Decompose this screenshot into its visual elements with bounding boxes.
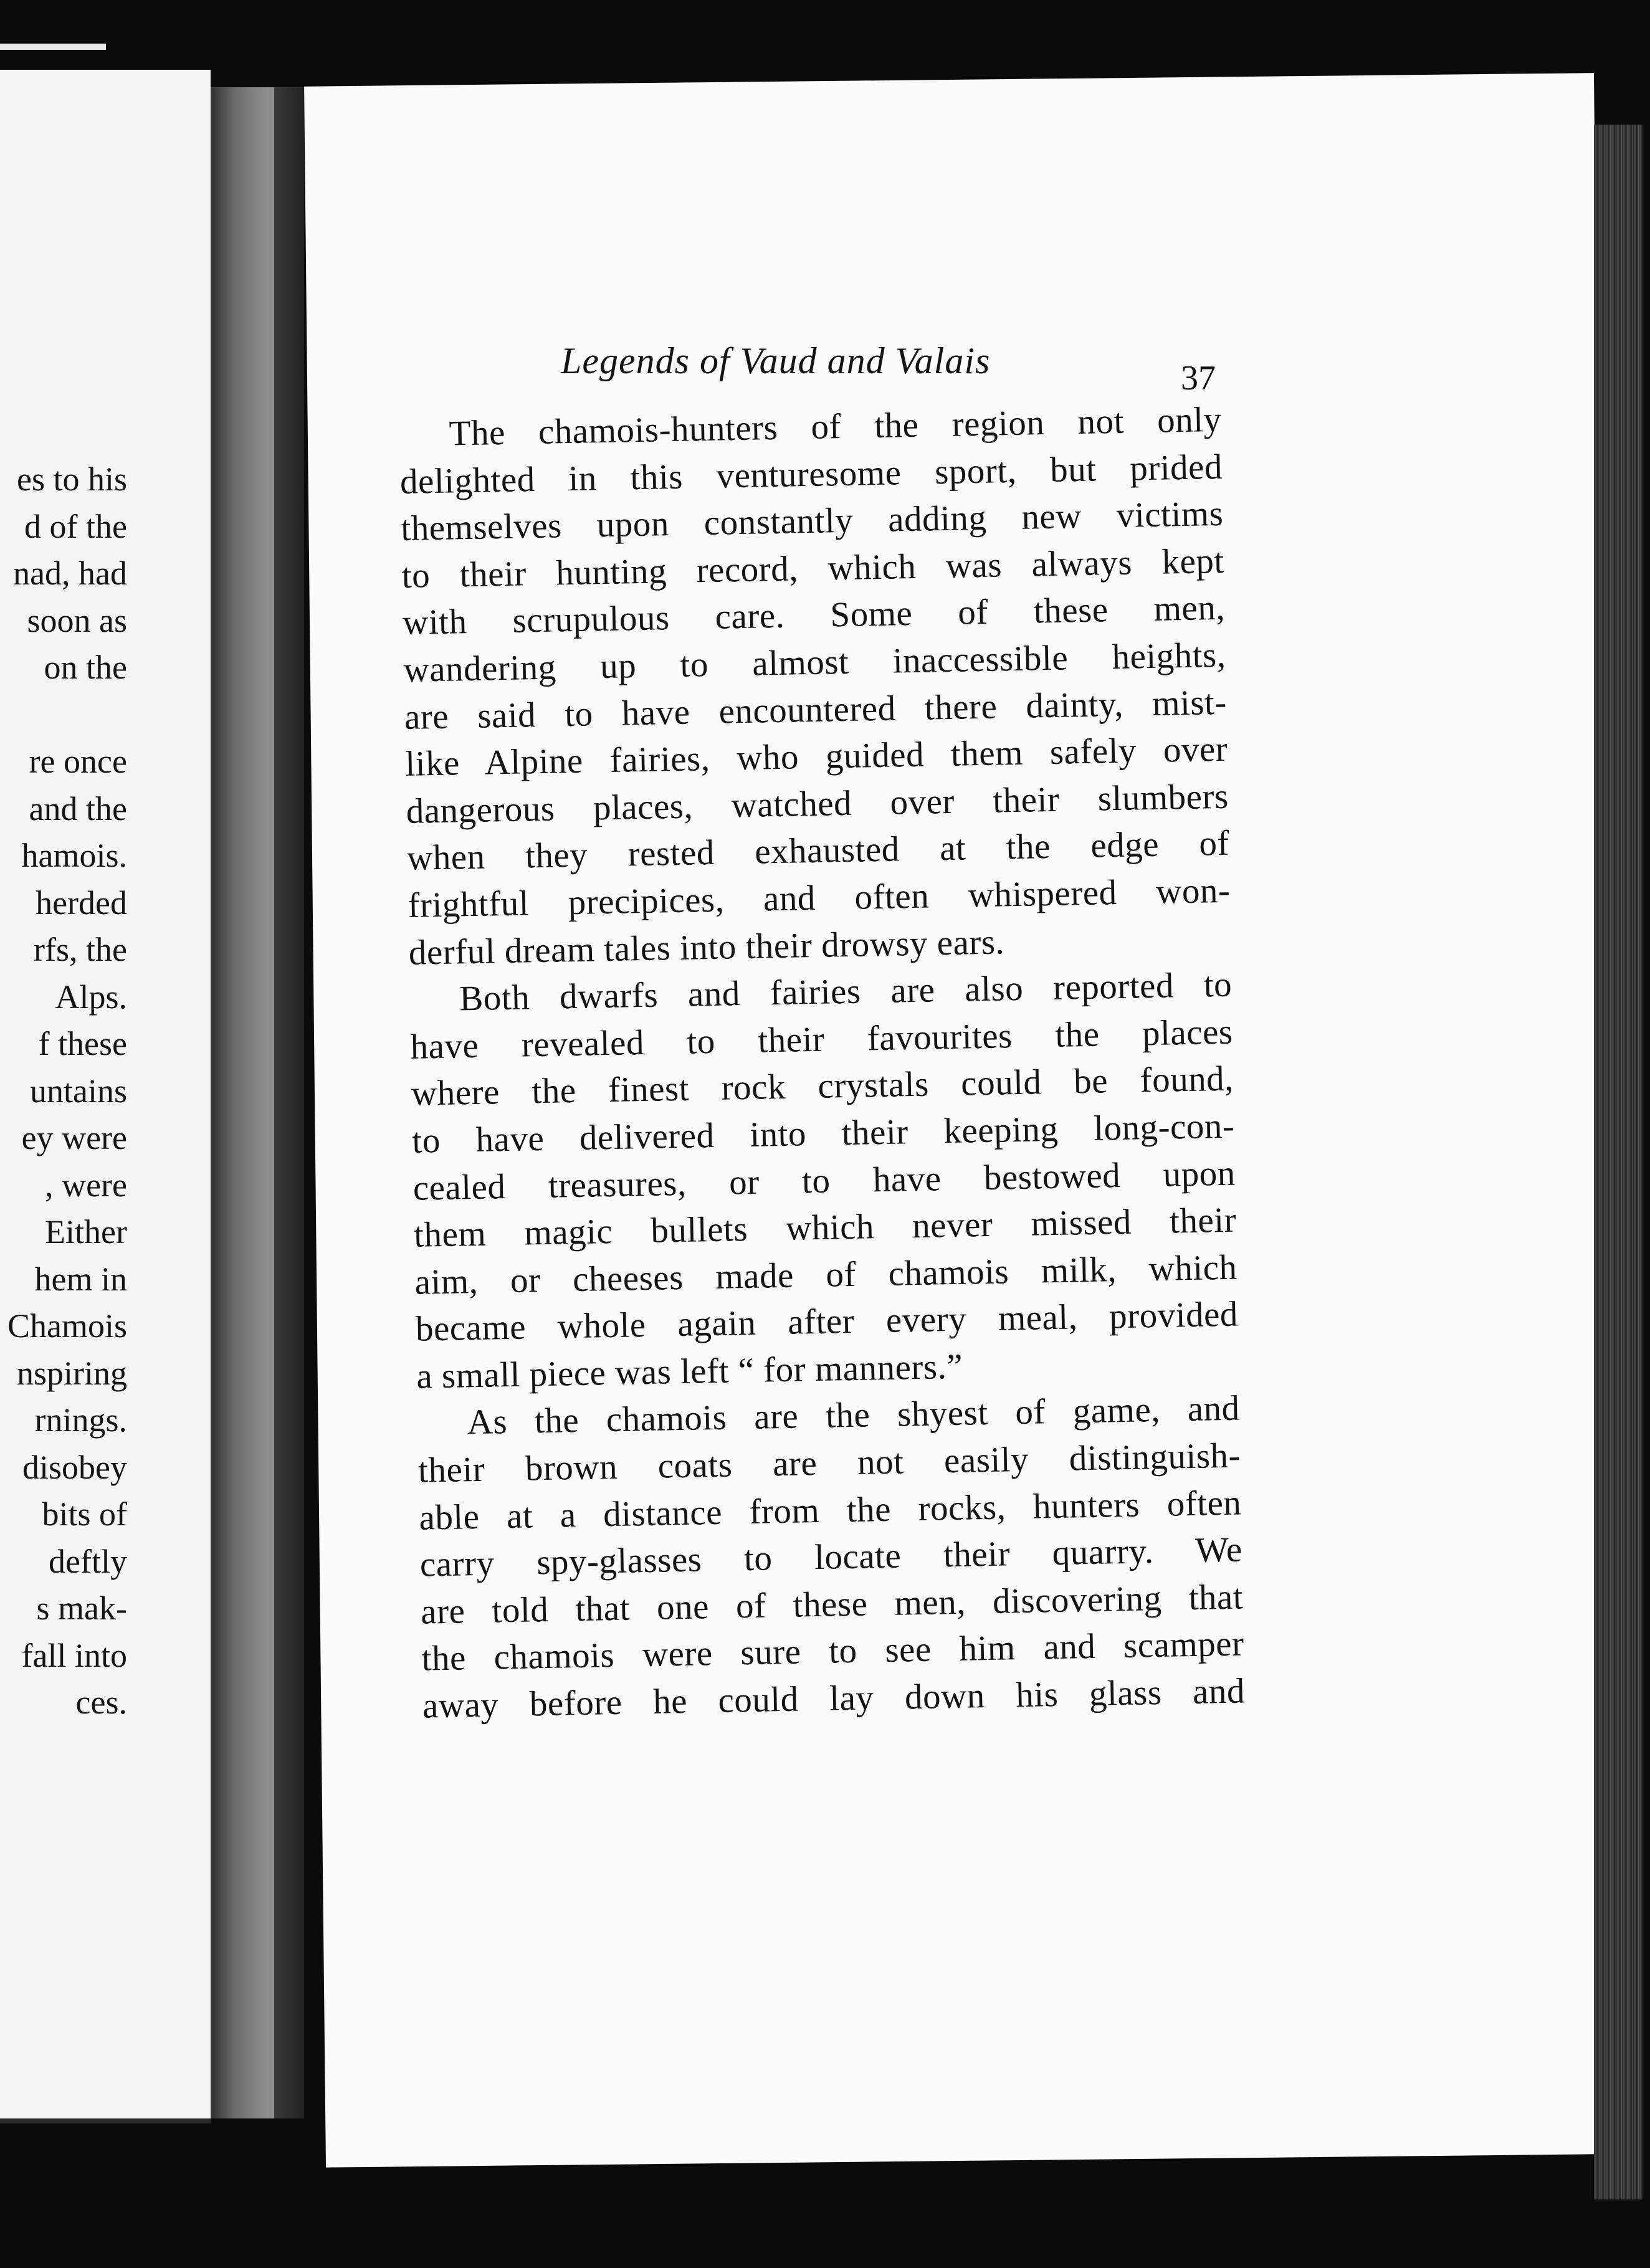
left-line: rfs, the bbox=[34, 931, 127, 968]
left-line: rnings. bbox=[34, 1401, 127, 1439]
left-line: Either bbox=[45, 1213, 127, 1251]
text-line: to have delivered into their keeping long-con- bbox=[411, 1106, 1235, 1161]
left-line: disobey bbox=[22, 1448, 127, 1486]
left-line: f these bbox=[38, 1025, 127, 1062]
text-line: them magic bullets which never missed their bbox=[413, 1200, 1237, 1255]
running-title: Legends of Vaud and Valais bbox=[561, 340, 991, 381]
text-line: Both dwarfs and fairies are also reported to bbox=[459, 965, 1233, 1019]
left-line: deftly bbox=[49, 1542, 127, 1580]
text-line: when they rested exhausted at the edge of bbox=[406, 824, 1230, 879]
body-text bbox=[399, 396, 1246, 1730]
text-line: where the finest rock crystals could be found, bbox=[411, 1059, 1234, 1114]
left-facing-page bbox=[0, 70, 211, 2123]
text-line: themselves upon constantly adding new victims bbox=[400, 493, 1224, 549]
text-line: the chamois were sure to see him and scamper bbox=[421, 1624, 1245, 1679]
text-line: cealed treasures, or to have bestowed upon bbox=[412, 1153, 1236, 1208]
text-line: frightful precipices, and often whispered won- bbox=[407, 870, 1231, 925]
text-line: with scrupulous care. Some of these men, bbox=[402, 588, 1226, 643]
text-line: delighted in this venturesome sport, but prided bbox=[399, 447, 1223, 502]
text-line: derful dream tales into their drowsy ears. bbox=[408, 922, 1005, 973]
left-line bbox=[7, 692, 127, 739]
left-line: nad, had bbox=[13, 555, 127, 592]
text-line: wandering up to almost inaccessible heights, bbox=[403, 635, 1226, 690]
text-line: aim, or cheeses made of chamois milk, which bbox=[414, 1247, 1238, 1302]
left-line: ey were bbox=[21, 1119, 127, 1156]
text-line: their brown coats are not easily distinguish- bbox=[417, 1436, 1241, 1490]
text-line: have revealed to their favourites the places bbox=[410, 1012, 1234, 1067]
text-line: a small piece was left “ for manners.” bbox=[416, 1346, 963, 1396]
left-line: ces. bbox=[75, 1684, 127, 1721]
left-line: fall into bbox=[21, 1636, 127, 1674]
left-line: bits of bbox=[42, 1495, 127, 1533]
left-page-text bbox=[7, 456, 127, 1727]
left-page-top-edge bbox=[0, 44, 106, 50]
text-line: to their hunting record, which was always kept bbox=[401, 541, 1225, 596]
left-line: nspiring bbox=[16, 1354, 127, 1392]
text-line: carry spy-glasses to locate their quarry. We bbox=[419, 1530, 1243, 1584]
left-line: re once bbox=[29, 743, 127, 780]
text-line: away before he could lay down his glass and bbox=[422, 1671, 1246, 1726]
left-line: Chamois bbox=[7, 1307, 127, 1345]
left-line: Alps. bbox=[55, 978, 127, 1016]
page-number: 37 bbox=[1181, 359, 1216, 398]
left-line: and the bbox=[29, 789, 127, 827]
text-line: able at a distance from the rocks, hunters often bbox=[418, 1483, 1242, 1538]
left-line: d of the bbox=[24, 507, 127, 545]
text-line: are said to have encountered there dainty, mist- bbox=[404, 682, 1228, 737]
text-line: The chamois-hunters of the region not only bbox=[449, 399, 1223, 454]
left-line: hem in bbox=[34, 1260, 127, 1298]
left-line: hamois. bbox=[21, 837, 127, 874]
gutter-inner-shadow bbox=[274, 87, 304, 2118]
page-header bbox=[561, 340, 1221, 398]
left-line: , were bbox=[45, 1166, 127, 1204]
text-line: As the chamois are the shyest of game, and bbox=[467, 1389, 1241, 1442]
text-line: became whole again after every meal, provided bbox=[415, 1294, 1239, 1350]
text-line: dangerous places, watched over their slumbers bbox=[406, 776, 1229, 831]
left-line: es to his bbox=[16, 460, 127, 498]
text-line: like Alpine fairies, who guided them safely over bbox=[404, 729, 1228, 784]
left-line: untains bbox=[30, 1072, 127, 1110]
left-line: on the bbox=[44, 649, 127, 686]
text-line: are told that one of these men, discovering that bbox=[420, 1577, 1244, 1632]
left-line: herded bbox=[36, 884, 127, 922]
left-line: s mak- bbox=[36, 1589, 127, 1627]
left-line: soon as bbox=[27, 601, 127, 639]
page-stack-edge bbox=[1594, 125, 1643, 2199]
